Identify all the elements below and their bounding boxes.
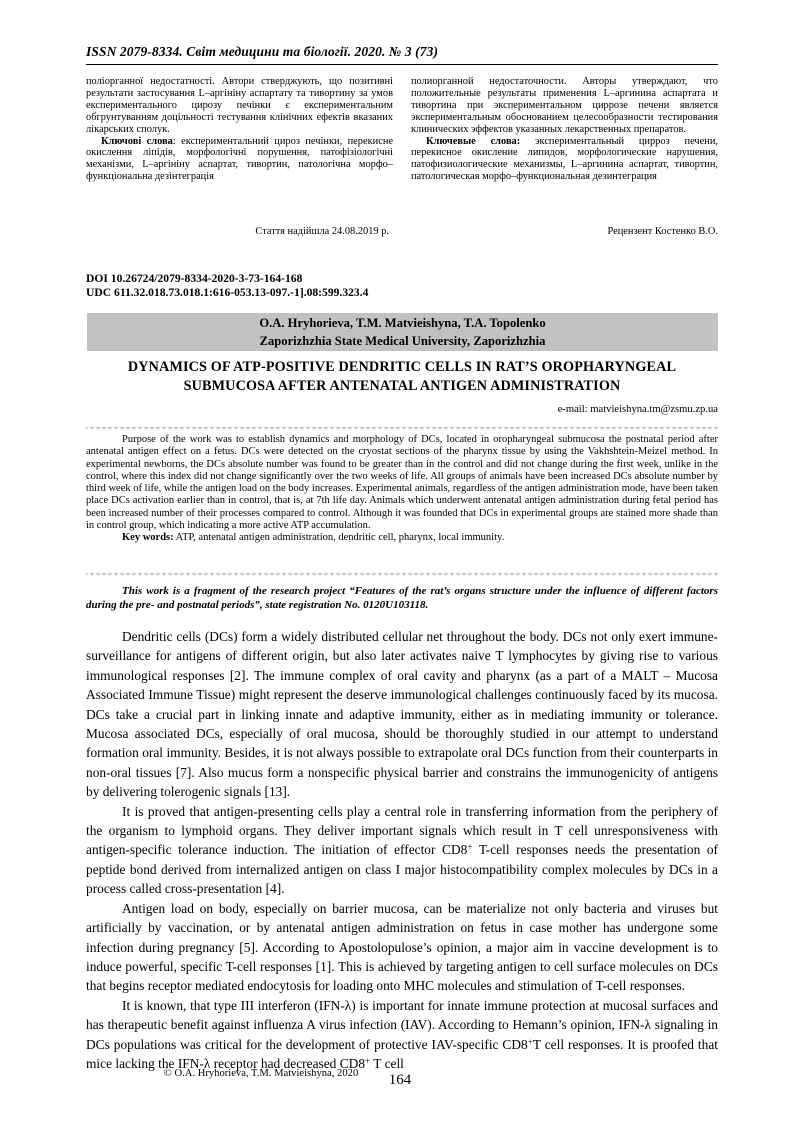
abstract-keywords-label: Key words: (122, 532, 174, 544)
zigzag-rule-bottom (86, 573, 718, 579)
article-body (86, 627, 718, 1073)
udc-line: UDC 611.32.018.73.018.1:616-053.13-097.-1].08:599.323.4 (86, 285, 369, 299)
copyright-notice: © O.A. Hryhorieva, T.M. Matvieishyna, 2020 (163, 1068, 359, 1079)
tail-keywords-ru (411, 136, 718, 184)
submission-row (86, 226, 718, 238)
body-paragraph: Dendritic cells (DCs) form a widely distributed cellular net throughout the body. DCs not only exert immune-surveillance for antigens of different origin, but also later activates naive T lymphocytes by giving rise to various immunological responses [2]. The immune complex of oral cavity and pharynx (as a part of a MALT – Mucosa Associated Immune Tissue) might represent the deserve immunological challenges continuously faced by its mucosa. DCs take a crucial part in linking innate and adaptive immunity, either as in mediating immunity or tolerance. Mucosa associated DCs, especially of oral mucosa, should be thoroughly studied in our attempt to understand formation oral immunity. Besides, it is not always possible to extrapolate oral DCs function from their counterparts in non-oral tissues [7]. Also mucus form a nonspecific physical barrier and constrains the immunogenicity of antigens by delivering tolerogenic signals [13]. (86, 629, 718, 800)
zigzag-rule-top (86, 427, 718, 433)
tail-keywords-text-uk: : експериментальний цироз печінки, перекисне окислення ліпідів, морфологічні порушення, патофізіологічні механізми, L–аргініну аспартат, тивортин, патологічна морфо–функціональна дезінтеграція (86, 135, 393, 183)
abstract-keywords (86, 532, 718, 544)
previous-article-tail (86, 76, 718, 183)
tail-column-russian (411, 76, 718, 183)
tail-paragraph-uk: поліорганної недостатності. Автори стверджують, що позитивні результати застосування L–аргініну аспартату та тивортину за умов експериментального цирозу печінки є експериментальним обгрунтуванням доцільності тестування клінічних ефектів вказаних лікарських сполук. (86, 76, 393, 135)
author-block (87, 315, 718, 350)
page-number: 164 (388, 1072, 412, 1088)
body-paragraph: Antigen load on body, especially on barrier mucosa, can be materialize not only bacteria and viruses but artificially by vaccination, or by antenatal antigen administration on fetus in case mother has undergone some infection during pregnancy [5]. According to Apostolopulose’s opinion, a major aim in vaccine development is to induce powerful, specific T-cell responses [1]. This is achieved by targeting antigen to cell surface molecules on DCs that begins receptor mediated endocytosis for loading onto MHC molecules and stimulation of T-cell responses. (86, 900, 718, 994)
tail-column-ukrainian (86, 76, 393, 183)
affiliation: Zaporizhzhia State Medical University, Zaporizhzhia (259, 333, 546, 348)
tail-paragraph-ru: полиорганной недостаточности. Авторы утверждают, что положительные результаты применения L–аргинина аспартата и тивортина при экспериментальном циррозе печени является экспериментальным обоснованием целесообразности тестирования клинических эффектов указанных лекарственных препаратов. (411, 76, 718, 135)
author-names: O.A. Hryhorieva, T.M. Matvieishyna, T.A. Topolenko (259, 316, 546, 330)
abstract-block (86, 434, 718, 545)
tail-keywords-text-ru: экспериментальный цирроз печени, перекисное окисление липидов, морфологические нарушения, патофизиологические механизмы, L–аргинина аспартат, тивортин, патологическая морфо–функциональная дезинтеграция (411, 135, 718, 183)
tail-keywords-label-uk: Ключові слова (101, 135, 173, 147)
reviewer-name: Рецензент Костенко В.О. (607, 226, 718, 237)
research-project-note: This work is a fragment of the research project “Features of the rat’s organs structure under the influence of different factors during the pre- and postnatal periods”, state registration No. 0120U103118. (86, 585, 718, 612)
contact-email: e-mail: matvieishyna.tm@zsmu.zp.ua (557, 404, 718, 415)
body-paragraph: It is proved that antigen-presenting cells play a central role in transferring information from the periphery of the organism to lymphoid organs. They deliver important signals which result in T cell unresponsiveness with antigen-specific tolerance induction. The initiation of effector CD8+ T-cell responses needs the presentation of peptide bond derived from internalized antigen on class I major histocompatibility complex molecules by DCs in a process called cross-presentation [4]. (86, 803, 719, 897)
doi-line: DOI 10.26724/2079-8334-2020-3-73-164-168 (86, 272, 303, 285)
identifier-block (86, 272, 718, 299)
body-paragraph: It is known, that type III interferon (IFN-λ) is important for innate immune protection at mucosal surfaces and has therapeutic benefit against influenza A virus infection (IAV). According to Hemann’s opinion, IFN-λ signaling in DCs populations was critical for the development of protective IAV-specific CD8+T cell responses. It is proofed that mice lacking the IFN-λ receptor had decreased CD8+ T cell (86, 997, 718, 1071)
submitted-date: Стаття надійшла 24.08.2019 р. (255, 226, 389, 237)
article-title: DYNAMICS OF ATP-POSITIVE DENDRITIC CELLS IN RAT’S OROPHARYNGEAL SUBMUCOSA AFTER ANTENATAL ANTIGEN ADMINISTRATION (127, 359, 677, 394)
tail-keywords-label-ru: Ключевые слова: (426, 135, 521, 147)
abstract-text: Purpose of the work was to establish dynamics and morphology of DCs, located in oropharyngeal submucosa the postnatal period after antenatal antigen effect on a fetus. DCs were detected on the cryostat sections of the pharynx tissue by using the Vakhshtein-Meizel method. In experimental newborns, the DCs absolute number was found to be greater than in the control and did not change during the first week, unlike in the control, where this index did not change significantly over the two weeks of life. All groups of animals have been increased DCs absolute number by third week of life, while the antigen load on the body increases. Experimental animals, regardless of the antigen administration mode, have been taken place DCs activation earlier than in control, that is, at 7th life day. Animals which underwent antenatal antigen administration during fetal period has been increased number of their processes compared to control. Although it was founded that DCs in experimental groups are stained more shade than in control group, which indicating a more active ATP accumulation. (86, 434, 718, 532)
abstract-keywords-text: ATP, antenatal antigen administration, dendritic cell, pharynx, local immunity. (173, 532, 505, 544)
running-head: ISSN 2079-8334. Світ медицини та біології. 2020. № 3 (73) (86, 44, 718, 65)
tail-keywords-uk (86, 136, 393, 184)
